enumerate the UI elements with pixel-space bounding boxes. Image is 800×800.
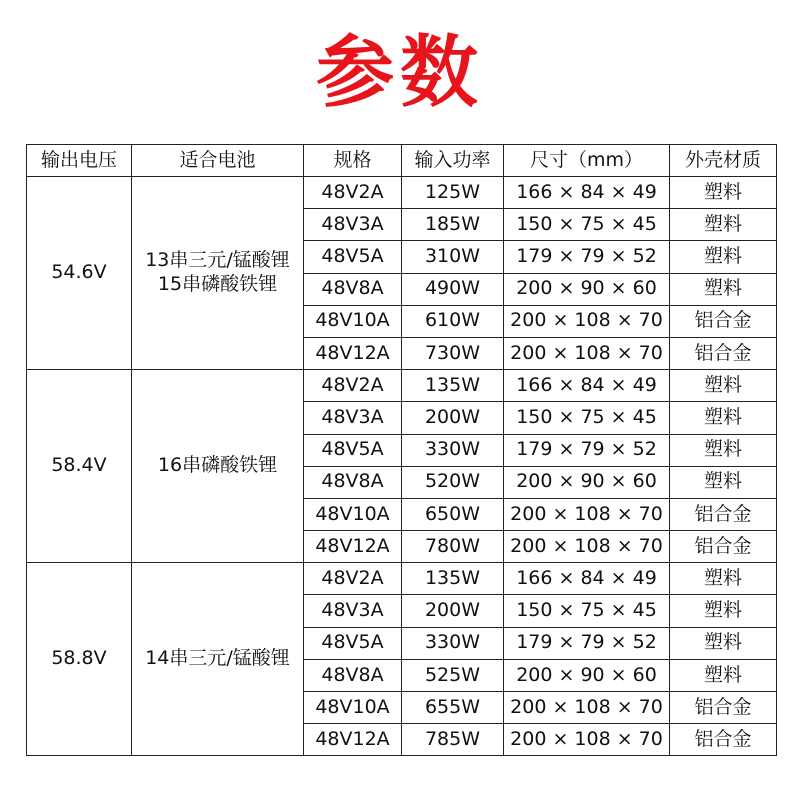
size-cell: 166 × 84 × 49 (504, 563, 670, 595)
material-cell: 塑料 (670, 466, 777, 498)
material-cell: 塑料 (670, 177, 777, 209)
input-power-cell: 310W (402, 241, 504, 273)
material-cell: 铝合金 (670, 724, 777, 756)
input-power-cell: 525W (402, 659, 504, 691)
table-body (27, 177, 777, 756)
material-cell: 塑料 (670, 434, 777, 466)
battery-type-cell (132, 563, 304, 756)
table-row (27, 563, 777, 595)
size-cell: 179 × 79 × 52 (504, 241, 670, 273)
material-cell: 塑料 (670, 627, 777, 659)
spec-cell: 48V2A (304, 370, 402, 402)
battery-type-line: 14串三元/锰酸锂 (145, 647, 290, 670)
header-output-voltage: 输出电压 (27, 145, 132, 177)
input-power-cell: 490W (402, 273, 504, 305)
input-power-cell: 200W (402, 402, 504, 434)
material-cell: 塑料 (670, 595, 777, 627)
spec-cell: 48V5A (304, 627, 402, 659)
header-material: 外壳材质 (670, 145, 777, 177)
spec-cell: 48V2A (304, 177, 402, 209)
battery-type-cell (132, 177, 304, 370)
size-cell: 179 × 79 × 52 (504, 434, 670, 466)
material-cell: 塑料 (670, 273, 777, 305)
input-power-cell: 520W (402, 466, 504, 498)
output-voltage-cell: 58.8V (27, 563, 132, 756)
spec-cell: 48V12A (304, 337, 402, 369)
material-cell: 塑料 (670, 209, 777, 241)
header-input-power: 输入功率 (402, 145, 504, 177)
size-cell: 200 × 90 × 60 (504, 659, 670, 691)
header-size: 尺寸（mm） (504, 145, 670, 177)
spec-cell: 48V5A (304, 434, 402, 466)
spec-cell: 48V12A (304, 531, 402, 563)
input-power-cell: 135W (402, 370, 504, 402)
spec-cell: 48V10A (304, 498, 402, 530)
battery-type-cell (132, 370, 304, 563)
size-cell: 200 × 108 × 70 (504, 498, 670, 530)
input-power-cell: 730W (402, 337, 504, 369)
size-cell: 150 × 75 × 45 (504, 209, 670, 241)
size-cell: 179 × 79 × 52 (504, 627, 670, 659)
material-cell: 铝合金 (670, 305, 777, 337)
material-cell: 铝合金 (670, 692, 777, 724)
spec-cell: 48V3A (304, 209, 402, 241)
size-cell: 150 × 75 × 45 (504, 402, 670, 434)
input-power-cell: 200W (402, 595, 504, 627)
spec-cell: 48V8A (304, 659, 402, 691)
input-power-cell: 650W (402, 498, 504, 530)
material-cell: 塑料 (670, 241, 777, 273)
material-cell: 塑料 (670, 402, 777, 434)
size-cell: 166 × 84 × 49 (504, 177, 670, 209)
battery-type-line: 13串三元/锰酸锂 (145, 249, 290, 272)
input-power-cell: 785W (402, 724, 504, 756)
spec-cell: 48V3A (304, 402, 402, 434)
input-power-cell: 135W (402, 563, 504, 595)
header-spec: 规格 (304, 145, 402, 177)
spec-cell: 48V3A (304, 595, 402, 627)
spec-cell: 48V10A (304, 305, 402, 337)
size-cell: 200 × 108 × 70 (504, 692, 670, 724)
input-power-cell: 330W (402, 434, 504, 466)
spec-cell: 48V12A (304, 724, 402, 756)
battery-type-line: 15串磷酸铁锂 (157, 273, 278, 296)
material-cell: 铝合金 (670, 498, 777, 530)
size-cell: 200 × 108 × 70 (504, 337, 670, 369)
material-cell: 铝合金 (670, 337, 777, 369)
output-voltage-cell: 58.4V (27, 370, 132, 563)
size-cell: 200 × 108 × 70 (504, 305, 670, 337)
header-row (27, 145, 777, 177)
input-power-cell: 610W (402, 305, 504, 337)
input-power-cell: 125W (402, 177, 504, 209)
material-cell: 塑料 (670, 659, 777, 691)
header-battery-type: 适合电池 (132, 145, 304, 177)
input-power-cell: 185W (402, 209, 504, 241)
size-cell: 200 × 108 × 70 (504, 724, 670, 756)
spec-table (26, 144, 777, 756)
spec-cell: 48V8A (304, 273, 402, 305)
input-power-cell: 655W (402, 692, 504, 724)
size-cell: 200 × 108 × 70 (504, 531, 670, 563)
battery-type-line: 16串磷酸铁锂 (157, 454, 278, 477)
size-cell: 200 × 90 × 60 (504, 273, 670, 305)
material-cell: 铝合金 (670, 531, 777, 563)
input-power-cell: 330W (402, 627, 504, 659)
material-cell: 塑料 (670, 370, 777, 402)
size-cell: 150 × 75 × 45 (504, 595, 670, 627)
output-voltage-cell: 54.6V (27, 177, 132, 370)
spec-cell: 48V2A (304, 563, 402, 595)
table-header (27, 145, 777, 177)
page-title: 参数 (315, 28, 484, 118)
input-power-cell: 780W (402, 531, 504, 563)
size-cell: 166 × 84 × 49 (504, 370, 670, 402)
spec-cell: 48V10A (304, 692, 402, 724)
table-row (27, 177, 777, 209)
spec-cell: 48V8A (304, 466, 402, 498)
table-row (27, 370, 777, 402)
spec-cell: 48V5A (304, 241, 402, 273)
size-cell: 200 × 90 × 60 (504, 466, 670, 498)
material-cell: 塑料 (670, 563, 777, 595)
